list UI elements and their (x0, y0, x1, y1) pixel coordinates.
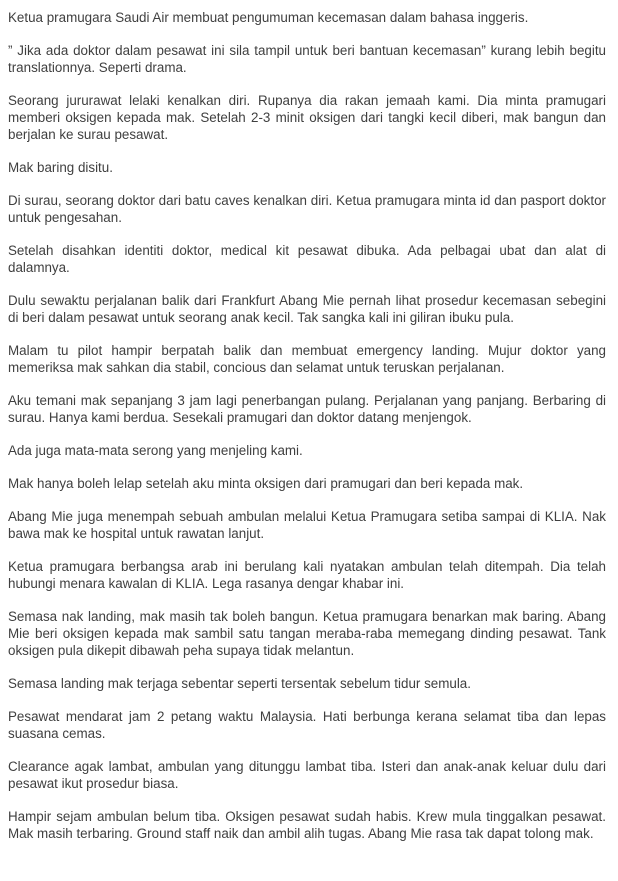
paragraph-9: Aku temani mak sepanjang 3 jam lagi penerbangan pulang. Perjalanan yang panjang. Berbaring di surau. Hanya kami berdua. Sesekali pramugari dan doktor datang menjengok. (8, 393, 606, 425)
paragraph-14: Semasa nak landing, mak masih tak boleh bangun. Ketua pramugara benarkan mak baring. Abang Mie beri oksigen kepada mak sambil satu tangan meraba-raba memegang dinding pesawat. Tank oksigen pula dikepit dibawah peha supaya tidak melantun. (8, 609, 606, 658)
paragraph-8: Malam tu pilot hampir berpatah balik dan membuat emergency landing. Mujur doktor yang memeriksa mak sahkan dia stabil, concious dan selamat untuk teruskan perjalanan. (8, 343, 606, 375)
paragraph-11: Mak hanya boleh lelap setelah aku minta oksigen dari pramugari dan beri kepada mak. (8, 476, 524, 491)
paragraph-15: Semasa landing mak terjaga sebentar seperti tersentak sebelum tidur semula. (8, 676, 471, 691)
paragraph-13: Ketua pramugara berbangsa arab ini berulang kali nyatakan ambulan telah ditempah. Dia telah hubungi menara kawalan di KLIA. Lega rasanya dengar khabar ini. (8, 559, 606, 591)
paragraph-16: Pesawat mendarat jam 2 petang waktu Malaysia. Hati berbunga kerana selamat tiba dan lepas suasana cemas. (8, 709, 606, 741)
paragraph-4: Mak baring disitu. (8, 160, 113, 175)
paragraph-3: Seorang jururawat lelaki kenalkan diri. Rupanya dia rakan jemaah kami. Dia minta pramugari memberi oksigen kepada mak. Setelah 2-3 minit oksigen dari tangki kecil diberi, mak bangun dan berjalan ke surau pesawat. (8, 93, 606, 142)
paragraph-18: Hampir sejam ambulan belum tiba. Oksigen pesawat sudah habis. Krew mula tinggalkan pesawat. Mak masih terbaring. Ground staff naik dan ambil alih tugas. Abang Mie rasa tak dapat tolong mak. (8, 809, 606, 841)
paragraph-1: Ketua pramugara Saudi Air membuat pengumuman kecemasan dalam bahasa inggeris. (8, 10, 529, 25)
paragraph-17: Clearance agak lambat, ambulan yang ditunggu lambat tiba. Isteri dan anak-anak keluar dulu dari pesawat ikut prosedur biasa. (8, 759, 606, 791)
paragraph-6: Setelah disahkan identiti doktor, medical kit pesawat dibuka. Ada pelbagai ubat dan alat di dalamnya. (8, 243, 606, 275)
paragraph-10: Ada juga mata-mata serong yang menjeling kami. (8, 443, 303, 458)
paragraph-5: Di surau, seorang doktor dari batu caves kenalkan diri. Ketua pramugara minta id dan pasport doktor untuk pengesahan. (8, 193, 606, 225)
paragraph-2: ” Jika ada doktor dalam pesawat ini sila tampil untuk beri bantuan kecemasan” kurang lebih begitu translationnya. Seperti drama. (8, 43, 606, 75)
paragraph-12: Abang Mie juga menempah sebuah ambulan melalui Ketua Pramugara setiba sampai di KLIA. Nak bawa mak ke hospital untuk rawatan lanjut. (8, 509, 606, 541)
paragraph-7: Dulu sewaktu perjalanan balik dari Frankfurt Abang Mie pernah lihat prosedur kecemasan sebegini di beri dalam pesawat untuk seorang anak kecil. Tak sangka kali ini giliran ibuku pula. (8, 293, 606, 325)
